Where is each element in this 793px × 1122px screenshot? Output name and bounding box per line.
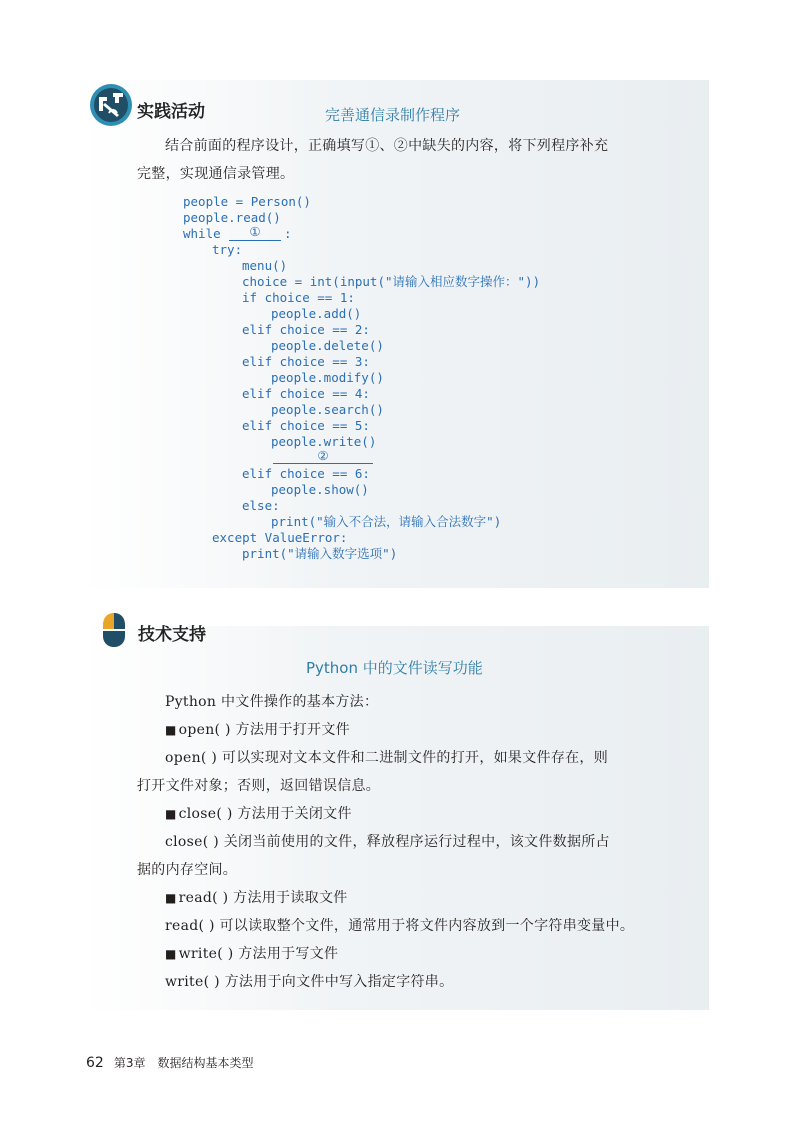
- method-title-open: [165, 716, 350, 744]
- method-desc: open( ) 可以实现对文本文件和二进制文件的打开，如果文件存在，则: [165, 750, 609, 766]
- method-desc: 据的内存空间。: [137, 862, 238, 878]
- mouse-icon: [102, 612, 126, 648]
- method-title-write: [165, 940, 338, 968]
- code-line: elif choice == 2:: [242, 322, 370, 337]
- practice-section-title: 实践活动: [137, 102, 205, 122]
- method-title-text: write( ) 方法用于写文件: [178, 946, 339, 962]
- code-line: elif choice == 3:: [242, 354, 370, 369]
- code-line: try:: [212, 242, 243, 257]
- code-line: print("输入不合法，请输入合法数字"): [271, 514, 502, 529]
- support-intro: Python 中文件操作的基本方法：: [165, 694, 379, 710]
- bullet-square-icon: ■: [165, 891, 177, 905]
- tools-badge-icon: [89, 83, 133, 127]
- code-line: menu(): [242, 258, 288, 273]
- instruction-line-2: 完整，实现通信录管理。: [137, 166, 295, 182]
- code-line: people.add(): [271, 306, 362, 321]
- blank-2: ②: [273, 448, 373, 464]
- code-colon: :: [284, 226, 292, 241]
- bullet-square-icon: ■: [165, 723, 177, 737]
- chapter-title: 数据结构基本类型: [157, 1056, 254, 1070]
- code-line: else:: [242, 498, 280, 513]
- method-title-close: [165, 800, 352, 828]
- code-line: people.show(): [271, 482, 369, 497]
- code-line: choice = int(input("请输入相应数字操作：")): [242, 274, 541, 289]
- instruction-line-1: 结合前面的程序设计，正确填写①、②中缺失的内容，将下列程序补充: [165, 138, 609, 154]
- code-line: elif choice == 4:: [242, 386, 370, 401]
- method-title-read: [165, 884, 348, 912]
- bullet-square-icon: ■: [165, 807, 177, 821]
- method-desc: read( ) 可以读取整个文件，通常用于将文件内容放到一个字符串变量中。: [165, 918, 635, 934]
- method-title-text: open( ) 方法用于打开文件: [178, 722, 350, 738]
- method-title-text: close( ) 方法用于关闭文件: [178, 806, 352, 822]
- code-line: people.search(): [271, 402, 384, 417]
- chapter-number: 第3章: [113, 1056, 146, 1070]
- code-line: if choice == 1:: [242, 290, 355, 305]
- code-line: people.delete(): [271, 338, 384, 353]
- code-line: except ValueError:: [212, 530, 348, 545]
- page-number: 62: [86, 1055, 104, 1071]
- method-desc: write( ) 方法用于向文件中写入指定字符串。: [165, 974, 454, 990]
- code-line: people = Person(): [183, 194, 311, 209]
- method-desc: 打开文件对象；否则，返回错误信息。: [137, 778, 381, 794]
- bullet-square-icon: ■: [165, 947, 177, 961]
- code-line: people.modify(): [271, 370, 384, 385]
- python-file-heading: Python 中的文件读写功能: [306, 659, 483, 677]
- code-line: elif choice == 6:: [242, 466, 370, 481]
- code-line: people.read(): [183, 210, 281, 225]
- blank-1: ①: [229, 224, 281, 241]
- method-desc: close( ) 关闭当前使用的文件，释放程序运行过程中，该文件数据所占: [165, 834, 610, 850]
- code-line: people.write(): [271, 434, 377, 449]
- code-line: print("请输入数字选项"): [242, 546, 398, 561]
- support-section-title: 技术支持: [138, 625, 206, 645]
- activity-heading: 完善通信录制作程序: [325, 106, 461, 124]
- code-line: while: [183, 226, 221, 241]
- code-line: elif choice == 5:: [242, 418, 370, 433]
- page-footer: [86, 1054, 253, 1071]
- method-title-text: read( ) 方法用于读取文件: [178, 890, 348, 906]
